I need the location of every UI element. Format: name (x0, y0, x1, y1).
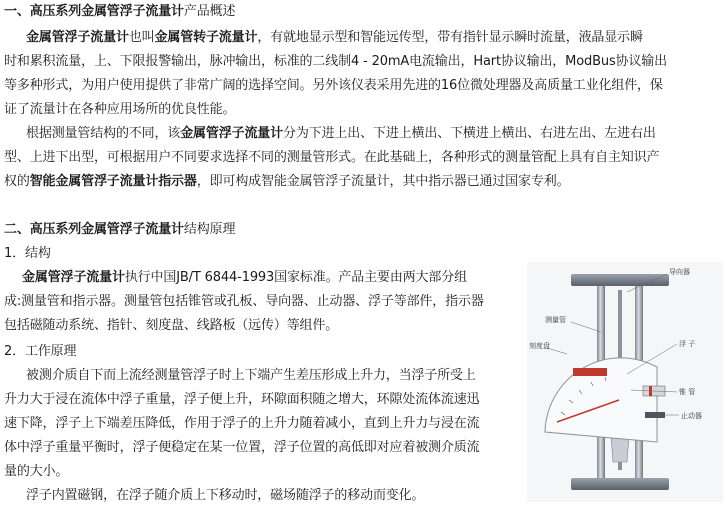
section1-para2-line3 (4, 174, 569, 190)
term-metal-tube-float-flowmeter: 金属管浮子流量计 (180, 126, 284, 141)
term-smart-indicator: 智能金属管浮子流量计指示器 (29, 174, 197, 189)
section2-sub-principle: 2．工作原理 (4, 344, 77, 359)
section2-principle-line6: 浮子内置磁钢，在浮子随介质上下移动时，磁场随浮子的移动而变化。 (26, 488, 425, 503)
text-span: 分为下进上出、下进上横出、下横进上横出、右进左出、左进右出 (283, 126, 656, 141)
term-metal-tube-float-flowmeter: 金属管浮子流量计 (22, 270, 125, 285)
section2-principle-line2: 升力大于浸在流体中浮子重量，浮子便上升，环隙面积随之增大，环隙处流体流速迅 (4, 392, 480, 407)
bottom-flange (571, 478, 669, 490)
text-span: 执行中国JB/T 6844-1993国家标准。产品主要由两大部分组 (124, 270, 467, 285)
stopper (645, 412, 665, 418)
flowmeter-diagram (527, 262, 723, 502)
label-tube: 测量管 (545, 316, 566, 324)
section2-heading (4, 222, 235, 238)
section1-para2-line1 (26, 126, 656, 142)
section2-structure-line3: 包括磁随动系统、指针、刻度盘、线路板（远传）等组件。 (4, 318, 339, 333)
section1-para2-line2: 型、上进下出型，可根据用户不同要求选择不同的测量管形式。在此基础上，各种形式的测量管配上具有自主知识产 (4, 150, 660, 165)
text-span: 也叫 (128, 30, 155, 45)
text-span: ，即可构成智能金属管浮子流量计，其中指示器已通过国家专利。 (196, 174, 570, 189)
label-float: 浮 子 (679, 340, 696, 348)
section1-para1-line1 (26, 30, 643, 46)
section1-para1-line2: 时和累积流量，上、下限报警输出，脉冲输出，标准的二线制4 - 20mA电流输出，Hart协议输出，ModBus协议输出 (4, 54, 668, 69)
section1-para1-line3: 等多种形式，为用户使用提供了非常广阔的选择空间。另外该仪表采用先进的16位微处理器及高质量工业化组件，保 (4, 78, 663, 93)
section2-principle-line5: 量的大小。 (4, 464, 69, 479)
term-metal-tube-rotameter: 金属管转子流量计 (154, 30, 258, 45)
text-span: ，有就地显示型和智能远传型，带有指针显示瞬时流量，液晶显示瞬 (257, 30, 643, 45)
label-scale: 刻度盘 (529, 342, 550, 350)
section2-principle-line1: 被测介质自下而上流经测量管浮子时上下端产生差压形成上升力，当浮子所受上 (26, 368, 476, 383)
section1-para1-line4: 证了流量计在各种应用场所的优良性能。 (4, 102, 236, 117)
section2-principle-line3: 速下降，浮子上下端差压降低，作用于浮子的上升力随着减小，直到上升力与浸在流 (4, 416, 480, 431)
top-flange (571, 274, 669, 286)
section2-heading-bold: 二、高压系列金属管浮子流量计 (4, 222, 184, 237)
label-cone: 锥 管 (679, 388, 696, 396)
section1-heading-bold: 一、高压系列金属管浮子流量计 (4, 4, 184, 19)
term-metal-tube-float-flowmeter: 金属管浮子流量计 (26, 30, 129, 45)
section2-structure-line2: 成:测量管和指示器。测量管包括锥管或孔板、导向器、止动器、浮子等部件，指示器 (4, 294, 484, 309)
section1-heading (4, 4, 235, 20)
section1-heading-rest: 产品概述 (183, 4, 236, 19)
text-span: 权的 (4, 174, 30, 189)
label-guide: 导向器 (669, 268, 690, 276)
flowmeter-structure-figure (527, 262, 723, 502)
section2-sub-structure: 1．结构 (4, 246, 51, 261)
text-span: 根据测量管结构的不同，该 (26, 126, 181, 141)
label-stop: 止动器 (681, 412, 702, 420)
section2-principle-line4: 体中浮子重量平衡时，浮子便稳定在某一位置，浮子位置的高低即对应着被测介质流 (4, 440, 480, 455)
section2-structure-line1 (22, 270, 467, 286)
section2-heading-rest: 结构原理 (183, 222, 236, 237)
dial-logo (573, 368, 607, 376)
